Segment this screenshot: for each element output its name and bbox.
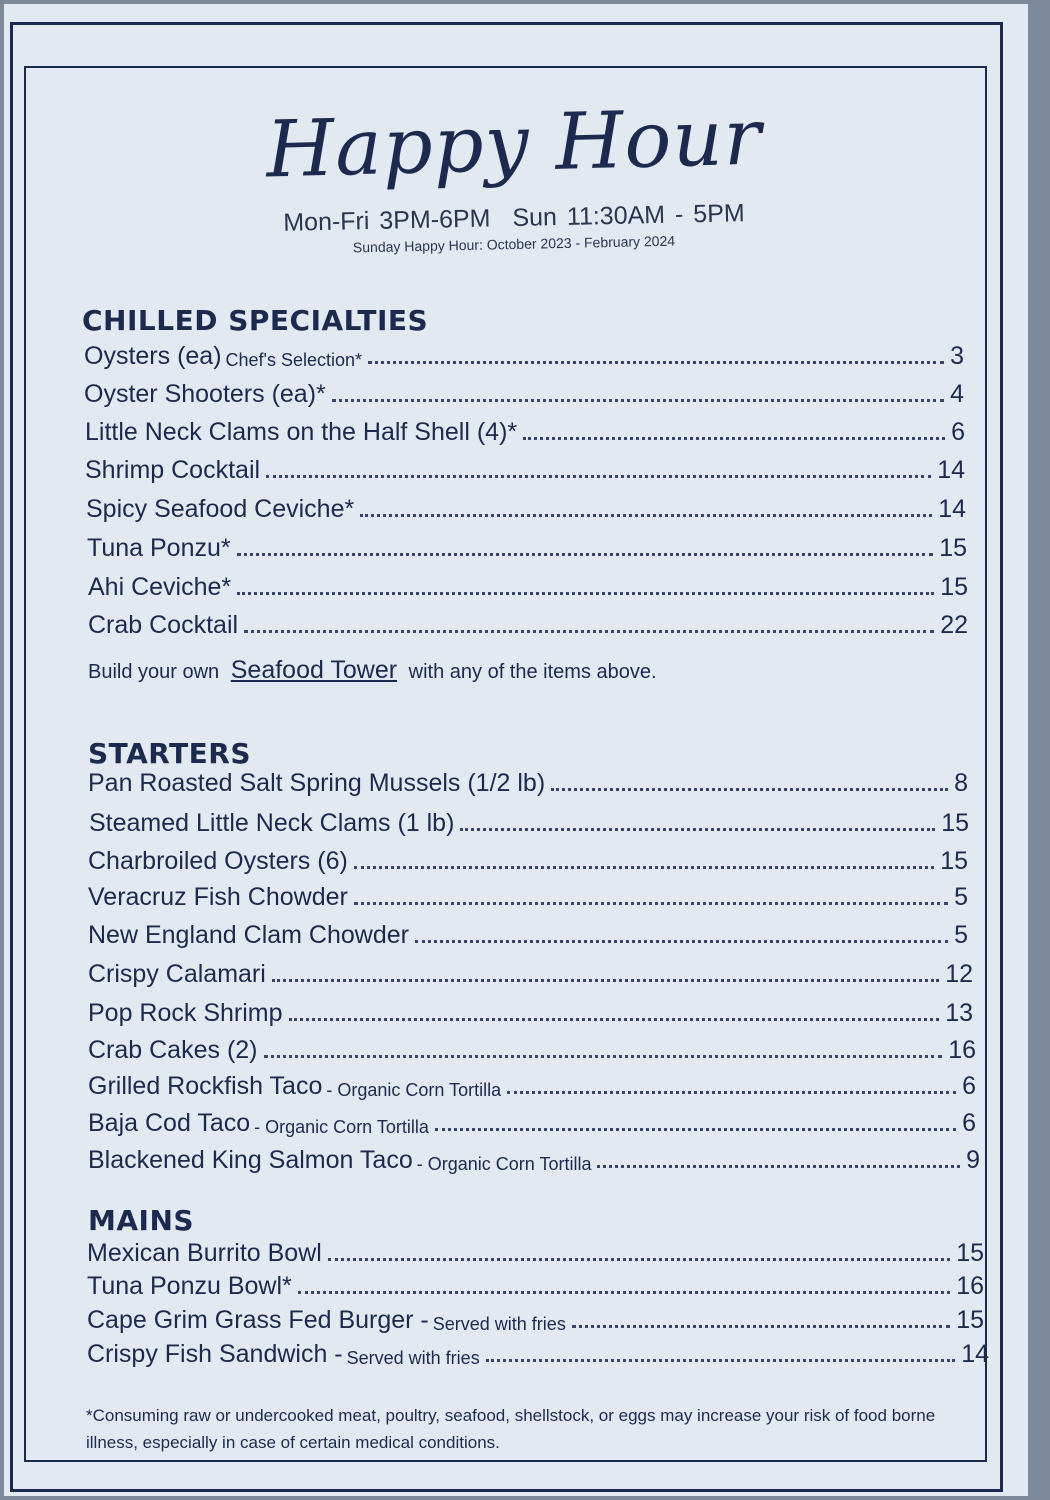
sunday-note: Sunday Happy Hour: October 2023 - February 2024 — [352, 232, 676, 256]
item-price: 5 — [954, 921, 968, 949]
menu-item — [88, 1072, 976, 1101]
item-name: New England Clam Chowder — [88, 921, 409, 949]
dot-leader — [486, 1359, 955, 1362]
sunday-hours: Sun 11:30AM - 5PM — [512, 199, 745, 233]
item-price: 8 — [954, 769, 968, 797]
menu-item — [88, 611, 968, 640]
dot-leader — [354, 866, 934, 869]
section-title-starters: STARTERS — [88, 737, 252, 770]
dot-leader — [507, 1091, 956, 1094]
item-price: 15 — [940, 573, 968, 601]
menu-item — [88, 1146, 980, 1175]
item-name: Tuna Ponzu Bowl* — [87, 1272, 292, 1300]
menu-item — [84, 342, 964, 371]
menu-item — [88, 769, 968, 798]
item-price: 16 — [956, 1272, 984, 1300]
dot-leader — [298, 1291, 950, 1294]
item-name: Charbroiled Oysters (6) — [88, 847, 348, 875]
item-price: 13 — [945, 999, 973, 1027]
menu-item — [88, 921, 968, 950]
item-name: Blackened King Salmon Taco — [88, 1146, 413, 1174]
item-price: 9 — [966, 1146, 980, 1174]
section-title-chilled: CHILLED SPECIALTIES — [82, 304, 429, 337]
dot-leader — [523, 437, 945, 440]
item-name: Veracruz Fish Chowder — [88, 883, 348, 911]
dot-leader — [237, 592, 934, 595]
seafood-tower-note — [88, 656, 657, 685]
seafood-tower-link[interactable]: Seafood Tower — [230, 656, 398, 684]
dot-leader — [264, 1055, 943, 1058]
item-price: 14 — [938, 495, 966, 523]
menu-item — [87, 1306, 984, 1335]
item-price: 15 — [956, 1239, 984, 1267]
menu-item — [84, 380, 964, 409]
item-price: 4 — [950, 380, 964, 408]
item-note: - Organic Corn Tortilla — [416, 1154, 592, 1174]
menu-item — [88, 960, 973, 989]
item-name: Oysters (ea) — [84, 342, 222, 370]
item-note: - Organic Corn Tortilla — [254, 1117, 429, 1137]
menu-item — [88, 847, 968, 876]
dot-leader — [415, 940, 948, 943]
dot-leader — [597, 1165, 960, 1168]
item-note: Chef's Selection* — [225, 350, 363, 370]
menu-item — [86, 495, 966, 524]
item-price: 22 — [940, 611, 968, 639]
item-price: 15 — [940, 847, 968, 875]
dot-leader — [237, 553, 934, 556]
build-prefix: Build your own — [88, 661, 220, 683]
dot-leader — [354, 902, 948, 905]
section-title-mains: MAINS — [88, 1204, 195, 1237]
dot-leader — [244, 630, 934, 633]
menu-item — [88, 573, 968, 602]
item-name: Ahi Ceviche* — [88, 573, 232, 601]
item-name: Steamed Little Neck Clams (1 lb) — [89, 809, 455, 837]
build-suffix: with any of the items above. — [408, 661, 657, 683]
menu-item — [88, 1036, 976, 1065]
item-name: Crab Cocktail — [88, 611, 239, 639]
item-price: 14 — [937, 456, 965, 484]
weekday-hours: Mon-Fri 3PM-6PM — [283, 204, 491, 237]
menu-item — [88, 1109, 976, 1138]
menu-item — [87, 534, 967, 563]
dot-leader — [551, 788, 948, 791]
item-price: 6 — [951, 418, 965, 446]
item-name: Crispy Fish Sandwich - — [87, 1340, 343, 1368]
dot-leader — [572, 1325, 950, 1328]
item-price: 16 — [948, 1036, 976, 1064]
item-price: 6 — [962, 1109, 976, 1137]
menu-item — [85, 418, 965, 447]
item-name: Crispy Calamari — [88, 960, 266, 988]
item-price: 14 — [961, 1340, 989, 1368]
menu-item — [85, 456, 965, 485]
menu-item — [87, 1340, 989, 1369]
item-name: Pan Roasted Salt Spring Mussels (1/2 lb) — [88, 769, 546, 797]
item-name: Oyster Shooters (ea)* — [84, 380, 326, 408]
dot-leader — [460, 828, 935, 831]
menu-item — [88, 883, 968, 912]
health-disclaimer: *Consuming raw or undercooked meat, poultry, seafood, shellstock, or eggs may increase your risk of food borne illness, especially in case of certain medical conditions. — [86, 1406, 936, 1452]
item-price: 12 — [945, 960, 973, 988]
item-price: 5 — [954, 883, 968, 911]
item-name: Little Neck Clams on the Half Shell (4)* — [85, 418, 518, 446]
item-name: Tuna Ponzu* — [87, 534, 231, 562]
item-note: Served with fries — [432, 1314, 566, 1334]
menu-item — [89, 809, 969, 838]
dot-leader — [435, 1128, 956, 1131]
item-name: Shrimp Cocktail — [85, 456, 261, 484]
item-price: 15 — [941, 809, 969, 837]
menu-item — [88, 999, 973, 1028]
item-name: Mexican Burrito Bowl — [87, 1239, 322, 1267]
item-price: 15 — [956, 1306, 984, 1334]
item-name: Pop Rock Shrimp — [88, 999, 283, 1027]
dot-leader — [272, 979, 939, 982]
item-note: - Organic Corn Tortilla — [326, 1080, 502, 1100]
item-price: 3 — [950, 342, 964, 370]
item-name: Baja Cod Taco — [88, 1109, 251, 1137]
item-name: Crab Cakes (2) — [88, 1036, 258, 1064]
dot-leader — [289, 1018, 940, 1021]
item-name: Spicy Seafood Ceviche* — [86, 495, 355, 523]
item-price: 15 — [939, 534, 967, 562]
dot-leader — [266, 475, 931, 478]
menu-item — [87, 1272, 984, 1301]
item-name: Cape Grim Grass Fed Burger - — [87, 1306, 429, 1334]
dot-leader — [332, 399, 944, 402]
dot-leader — [368, 361, 944, 364]
item-name: Grilled Rockfish Taco — [88, 1072, 323, 1100]
item-price: 6 — [962, 1072, 976, 1100]
dot-leader — [360, 514, 932, 517]
menu-item — [87, 1239, 984, 1268]
item-note: Served with fries — [346, 1348, 480, 1368]
dot-leader — [328, 1258, 950, 1261]
menu-sheet — [4, 4, 1028, 1496]
menu-title: Happy Hour — [265, 92, 763, 196]
